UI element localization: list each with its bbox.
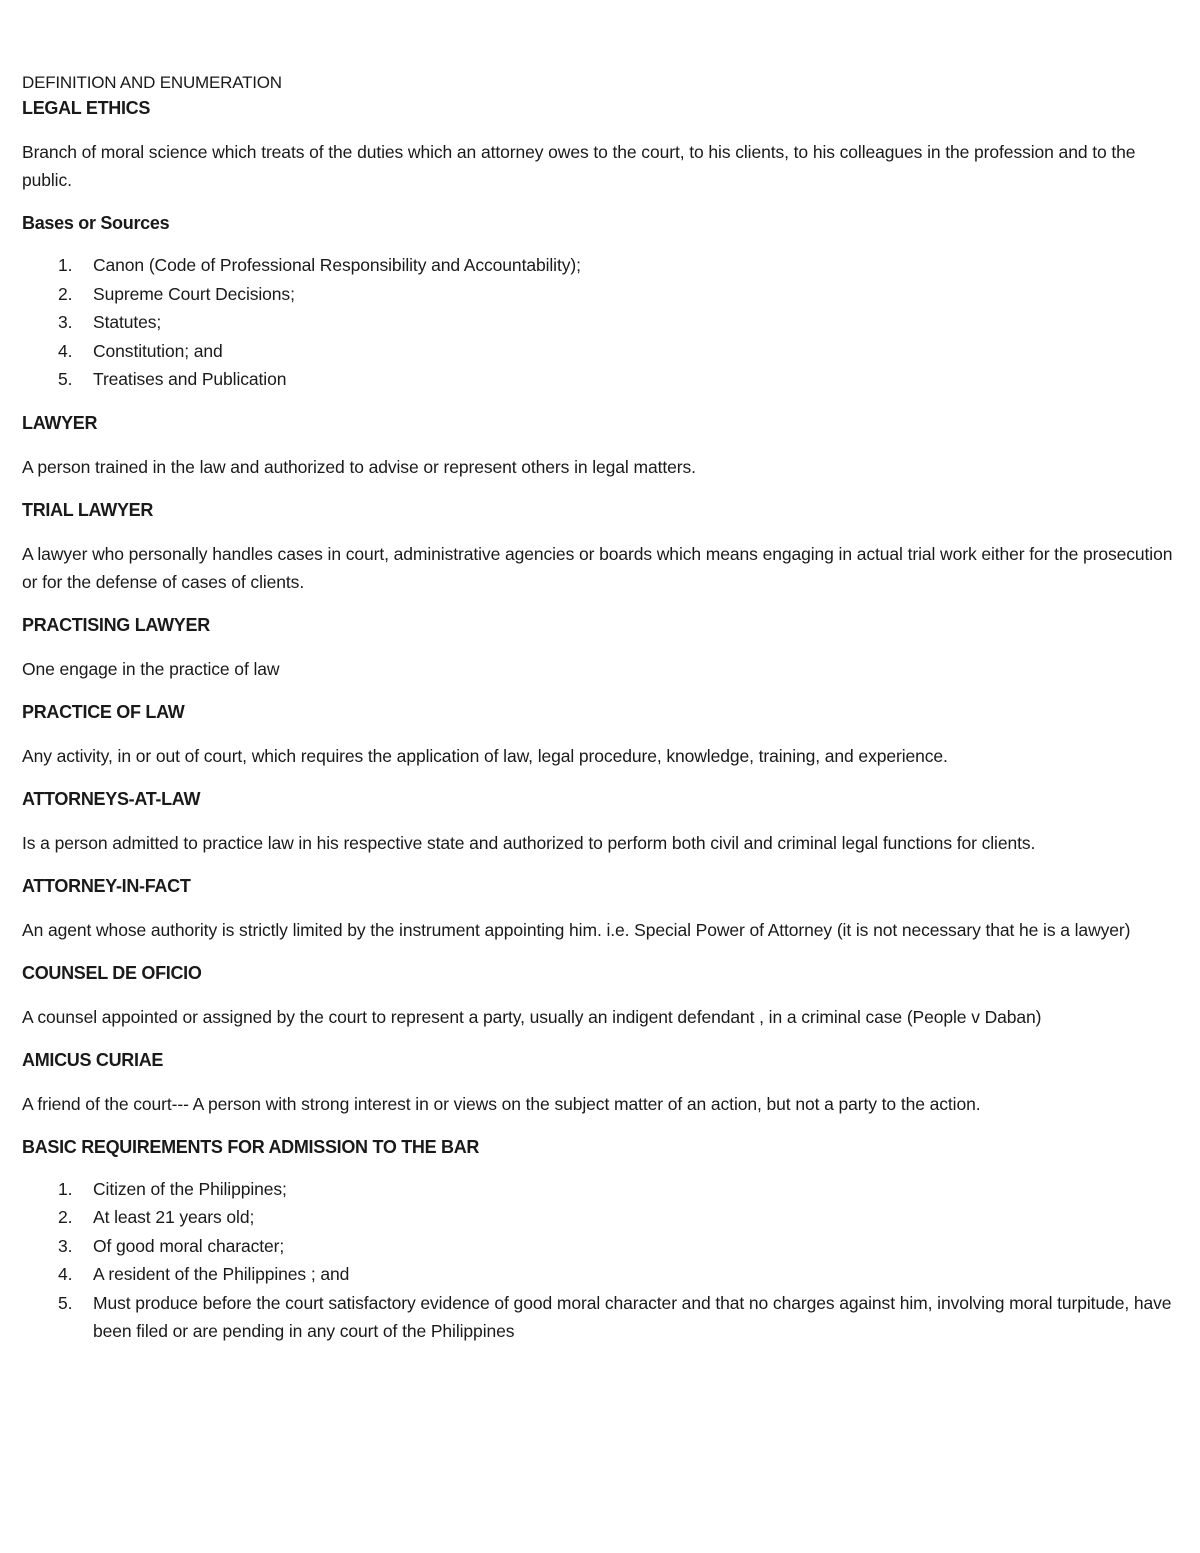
bases-sources-list: [22, 251, 1182, 394]
list-item-text: Canon (Code of Professional Responsibility and Accountability);: [93, 255, 581, 275]
list-item: [22, 337, 1182, 366]
list-item-text: Statutes;: [93, 312, 162, 332]
list-item: [22, 1232, 1182, 1261]
list-item: [22, 308, 1182, 337]
list-number: 2.: [58, 283, 73, 304]
list-number: 4.: [58, 1264, 73, 1284]
bar-requirements-list: [22, 1175, 1182, 1346]
document-title: DEFINITION AND ENUMERATION: [22, 73, 282, 92]
counsel-de-oficio-heading: COUNSEL DE OFICIO: [22, 962, 202, 983]
list-number: 5.: [58, 369, 73, 389]
list-number: 2.: [58, 1207, 73, 1227]
list-item-text: Citizen of the Philippines;: [93, 1178, 287, 1199]
bases-sources-heading: Bases or Sources: [22, 213, 170, 233]
trial-lawyer-definition: A lawyer who personally handles cases in court, administrative agencies or boards which means engaging in actual trial work either for the prosecution or for the defense of cases of clients.: [22, 543, 1173, 592]
amicus-curiae-heading: AMICUS CURIAE: [22, 1049, 164, 1070]
attorneys-at-law-heading: ATTORNEYS-AT-LAW: [22, 788, 201, 809]
list-item-text: Of good moral character;: [93, 1235, 285, 1256]
practice-of-law-heading: PRACTICE OF LAW: [22, 701, 185, 722]
legal-ethics-definition: Branch of moral science which treats of the duties which an attorney owes to the court, to his clients, to his colleagues in the profession and to the public.: [22, 142, 1136, 190]
document-page: [22, 72, 1182, 1346]
amicus-curiae-definition: A friend of the court--- A person with strong interest in or views on the subject matter of an action, but not a party to the action.: [22, 1093, 981, 1114]
list-item-text: At least 21 years old;: [93, 1207, 255, 1227]
attorney-in-fact-heading: ATTORNEY-IN-FACT: [22, 875, 191, 896]
lawyer-definition: A person trained in the law and authorized to advise or represent others in legal matters.: [22, 456, 696, 477]
list-item: [22, 1175, 1182, 1204]
counsel-de-oficio-definition: A counsel appointed or assigned by the court to represent a party, usually an indigent defendant , in a criminal case (People v Daban): [22, 1006, 1042, 1027]
bar-requirements-heading: BASIC REQUIREMENTS FOR ADMISSION TO THE BAR: [22, 1136, 480, 1157]
list-number: 3.: [58, 1235, 73, 1256]
list-item-text: Supreme Court Decisions;: [93, 283, 295, 304]
list-number: 3.: [58, 312, 73, 332]
list-number: 4.: [58, 340, 73, 361]
practising-lawyer-definition: One engage in the practice of law: [22, 658, 280, 679]
list-item: [22, 251, 1182, 280]
legal-ethics-heading: LEGAL ETHICS: [22, 98, 151, 118]
list-number: 1.: [58, 1178, 73, 1199]
list-item-text: Treatises and Publication: [93, 369, 287, 389]
list-item-text: Must produce before the court satisfactory evidence of good moral character and that no charges against him, involving moral turpitude, have been filed or are pending in any court of the Philippines: [93, 1292, 1172, 1341]
practising-lawyer-heading: PRACTISING LAWYER: [22, 614, 210, 635]
practice-of-law-definition: Any activity, in or out of court, which requires the application of law, legal procedure, knowledge, training, and experience.: [22, 745, 948, 766]
list-item: [22, 1203, 1182, 1232]
list-number: 5.: [58, 1292, 73, 1313]
trial-lawyer-heading: TRIAL LAWYER: [22, 499, 154, 520]
list-item-text: A resident of the Philippines ; and: [93, 1264, 350, 1284]
lawyer-heading: LAWYER: [22, 412, 98, 433]
list-item: [22, 1260, 1182, 1289]
list-item: [22, 280, 1182, 309]
list-item: [22, 365, 1182, 394]
list-number: 1.: [58, 255, 73, 275]
list-item-text: Constitution; and: [93, 340, 223, 361]
list-item: [22, 1289, 1182, 1346]
attorneys-at-law-definition: Is a person admitted to practice law in his respective state and authorized to perform both civil and criminal legal functions for clients.: [22, 832, 1036, 853]
attorney-in-fact-definition: An agent whose authority is strictly limited by the instrument appointing him. i.e. Special Power of Attorney (it is not necessary that he is a lawyer): [22, 919, 1131, 940]
